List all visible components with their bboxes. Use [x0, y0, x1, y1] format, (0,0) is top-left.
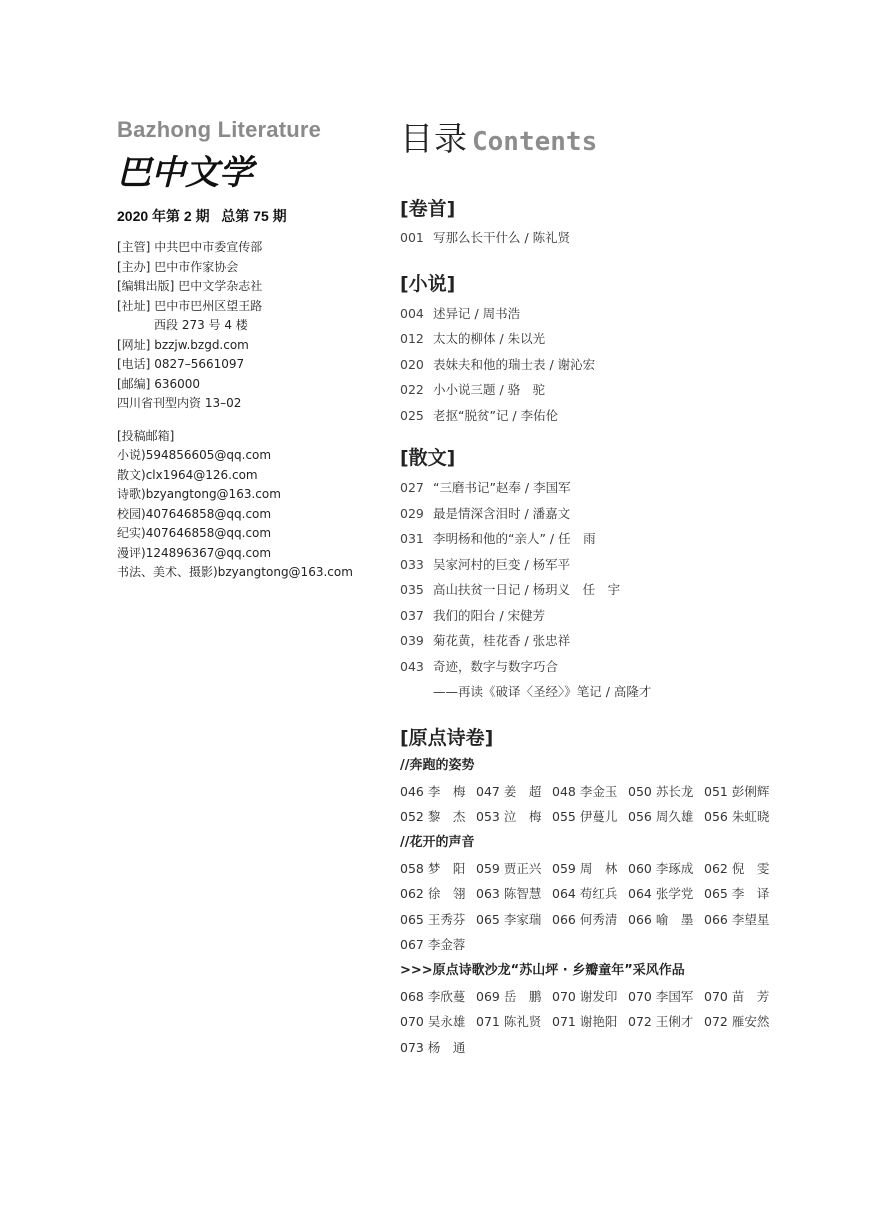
section-title: [散文] — [400, 447, 456, 469]
toc-entry: 039 菊花黄，桂花香 / 张忠祥 — [400, 633, 571, 648]
table-of-contents — [400, 117, 840, 1060]
poet-entry: 068 李欣蔓 — [400, 988, 466, 1004]
poet-entry: 060 李琢成 — [628, 860, 694, 876]
poet-entry: 062 徐 翎 — [400, 886, 466, 901]
section-title: [卷首] — [400, 198, 456, 220]
toc-entry: 037 我们的阳台 / 宋健芳 — [400, 607, 546, 623]
toc-entry: 029 最是情深含泪时 / 潘嘉文 — [400, 505, 571, 521]
info-row: [邮编] 636000 — [117, 376, 201, 391]
poet-entry: 055 伊蔓儿 — [552, 809, 618, 824]
poet-entry: 066 何秀清 — [552, 911, 618, 927]
poet-entry: 073 杨 通 — [400, 1039, 466, 1055]
toc-entry: 012 太太的柳体 / 朱以光 — [400, 331, 546, 346]
poetry-group-heading: //奔跑的姿势 — [400, 757, 475, 773]
toc-entry: 031 李明杨和他的“亲人” / 任 雨 — [400, 531, 596, 546]
submission-email: 散文)clx1964@126.com — [117, 467, 258, 482]
poet-entry: 071 谢艳阳 — [552, 1014, 618, 1029]
section-title: [原点诗卷] — [400, 726, 494, 749]
poet-entry: 069 岳 鹏 — [476, 988, 542, 1004]
poet-entry: 058 梦 阳 — [400, 860, 466, 876]
poet-entry: 070 吴永雄 — [400, 1014, 466, 1029]
publication-info — [117, 238, 387, 583]
poet-list — [400, 984, 780, 1061]
submission-email: 小说)594856605@qq.com — [117, 448, 272, 462]
poet-entry: 046 李 梅 — [400, 783, 466, 799]
info-row: [主办] 巴中市作家协会 — [117, 259, 239, 274]
issue-number: 2020 年第 2 期 总第 75 期 — [117, 208, 287, 224]
calligraphy-logo — [117, 150, 257, 192]
info-row: [网址] bzzjw.bzgd.com — [117, 337, 249, 352]
submission-email: 诗歌)bzyangtong@163.com — [117, 487, 281, 501]
poetry-group-heading: >>>原点诗歌沙龙“苏山坪 · 乡瓣童年”采风作品 — [400, 962, 685, 978]
info-row: [电话] 0827–5661097 — [117, 357, 245, 371]
poet-entry: 070 李国军 — [628, 988, 694, 1004]
english-title: Bazhong Literature — [117, 117, 322, 142]
submission-email: 纪实)407646858@qq.com — [117, 526, 272, 540]
poet-entry: 056 周久雄 — [628, 809, 694, 824]
calligraphy-text: 巴中文学 — [117, 153, 253, 192]
poet-entry: 059 贾正兴 — [476, 860, 542, 876]
toc-entry: 027 “三磨书记”赵奉 / 李国军 — [400, 480, 571, 495]
toc-entry: 033 吴家河村的巨变 / 杨军平 — [400, 556, 571, 572]
toc-entry: 025 老抠“脱贫”记 / 李佑伦 — [400, 407, 559, 423]
poet-entry: 056 朱虹晓 — [704, 809, 770, 824]
poet-list — [400, 779, 780, 830]
poet-entry: 048 李金玉 — [552, 783, 618, 799]
poet-entry: 064 张学党 — [628, 886, 694, 901]
poet-entry: 053 泣 梅 — [476, 809, 542, 824]
toc-entry: 043 奇迹，数字与数字巧合 — [400, 658, 559, 674]
toc-title-en: Contents — [472, 127, 598, 157]
toc-entry: 001 写那么长干什么 / 陈礼贤 — [400, 230, 571, 245]
poet-entry: 047 姜 超 — [476, 783, 542, 799]
section-title: [小说] — [400, 272, 456, 295]
poet-entry: 064 苟红兵 — [552, 886, 618, 901]
submission-email: 书法、美术、摄影)bzyangtong@163.com — [117, 565, 353, 579]
toc-title-cn: 目录 — [400, 119, 468, 158]
submission-heading: [投稿邮箱] — [117, 428, 175, 443]
info-row: 西段 273 号 4 楼 — [154, 318, 248, 332]
masthead-column — [117, 116, 387, 583]
poet-entry: 065 李家瑞 — [476, 911, 542, 927]
poet-entry: 051 彭俐辉 — [704, 783, 770, 799]
toc-entry: 035 高山扶贫一日记 / 杨玥义 任 宇 — [400, 582, 621, 597]
info-row: [主管] 中共巴中市委宣传部 — [117, 240, 263, 254]
poet-entry: 066 喻 墨 — [628, 911, 694, 927]
poet-list — [400, 856, 780, 958]
poet-entry: 070 谢发印 — [552, 988, 618, 1004]
poet-entry: 071 陈礼贤 — [476, 1014, 542, 1029]
poet-entry: 065 李 译 — [704, 886, 770, 901]
poet-entry: 059 周 林 — [552, 860, 618, 876]
info-row: [编辑出版] 巴中文学杂志社 — [117, 279, 263, 293]
chinese-title-logo — [117, 150, 387, 190]
poet-entry: 066 李望星 — [704, 911, 770, 927]
poet-entry: 062 倪 雯 — [704, 860, 770, 876]
toc-entry: 020 表妹夫和他的瑞士表 / 谢沁宏 — [400, 356, 596, 372]
toc-entry-continuation: ——再读《破译〈圣经〉》笔记 / 高隆才 — [433, 684, 652, 699]
poet-entry: 052 黎 杰 — [400, 809, 466, 824]
poet-entry: 063 陈智慧 — [476, 886, 542, 901]
toc-entry: 022 小小说三题 / 骆 驼 — [400, 382, 546, 397]
toc-heading — [400, 117, 840, 157]
toc-entry: 004 述异记 / 周书浩 — [400, 305, 521, 321]
poet-entry: 072 王俐才 — [628, 1014, 694, 1029]
submission-email: 漫评)124896367@qq.com — [117, 545, 272, 560]
poet-entry: 072 雁安然 — [704, 1014, 770, 1029]
poet-entry: 067 李金蓉 — [400, 937, 466, 952]
submission-email: 校园)407646858@qq.com — [117, 506, 272, 521]
poet-entry: 065 王秀芬 — [400, 911, 466, 927]
poet-entry: 050 苏长龙 — [628, 783, 694, 799]
info-row: 四川省刊型内资 13–02 — [117, 396, 242, 410]
poetry-group-heading: //花开的声音 — [400, 834, 475, 850]
poet-entry: 070 苗 芳 — [704, 988, 770, 1004]
info-row: [社址] 巴中市巴州区望王路 — [117, 298, 263, 313]
